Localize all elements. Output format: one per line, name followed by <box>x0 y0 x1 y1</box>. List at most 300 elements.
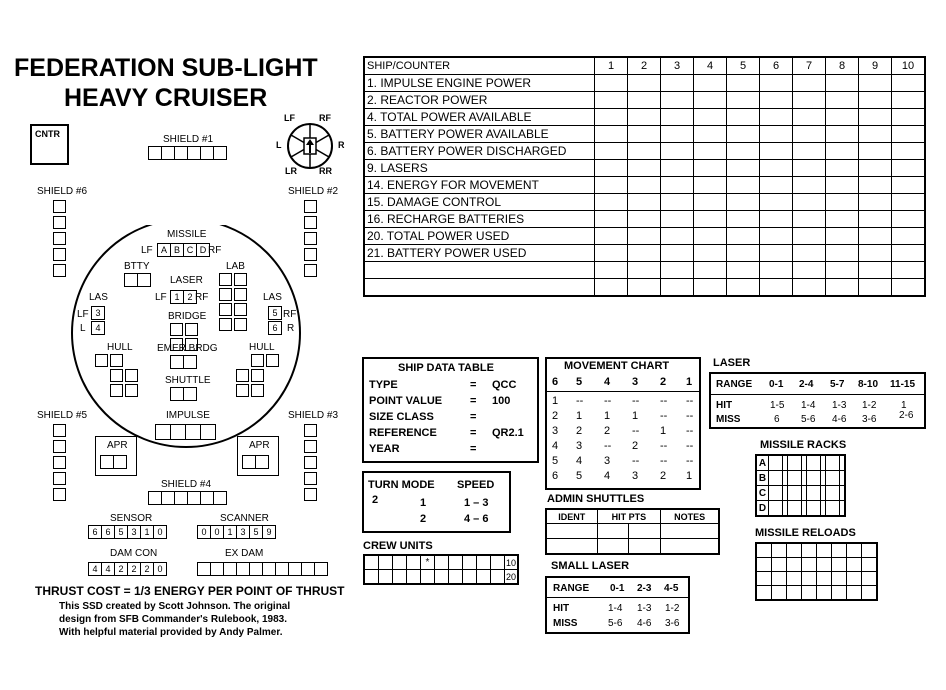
energy-cell[interactable] <box>661 228 694 245</box>
energy-cell[interactable] <box>694 126 727 143</box>
energy-col-header: 8 <box>826 57 859 75</box>
emer-brdg-boxes[interactable] <box>170 355 196 369</box>
energy-cell[interactable] <box>661 75 694 92</box>
energy-cell[interactable] <box>595 75 628 92</box>
reload-cell[interactable] <box>832 572 847 586</box>
energy-cell[interactable] <box>859 160 892 177</box>
apr-right-box <box>237 436 279 476</box>
energy-cell[interactable] <box>628 160 661 177</box>
energy-cell[interactable] <box>859 109 892 126</box>
laser-label: LASER <box>170 275 203 286</box>
las-right-rf: RF <box>283 309 297 320</box>
ship-data-eq: = <box>470 411 477 423</box>
hull-right-label: HULL <box>249 342 275 353</box>
energy-cell[interactable] <box>892 109 926 126</box>
crew-box[interactable]: * <box>421 555 435 570</box>
energy-cell[interactable] <box>727 279 760 297</box>
movement-cell: 4 <box>576 455 583 467</box>
energy-cell[interactable] <box>793 228 826 245</box>
laser-table-title: LASER <box>713 357 751 369</box>
energy-cell[interactable] <box>628 75 661 92</box>
rack-cell[interactable] <box>788 471 802 486</box>
energy-cell[interactable] <box>628 245 661 262</box>
energy-row-label: 20. TOTAL POWER USED <box>364 228 595 245</box>
energy-cell[interactable] <box>595 109 628 126</box>
reload-cell[interactable] <box>756 558 772 572</box>
movement-cell: -- <box>632 395 640 407</box>
crew-box[interactable] <box>393 555 407 570</box>
energy-cell[interactable] <box>760 160 793 177</box>
reload-cell[interactable] <box>787 572 802 586</box>
reload-cell[interactable] <box>787 586 802 601</box>
damcon-track[interactable]: 4 4 2 2 2 0 <box>88 562 166 576</box>
movement-cell: -- <box>660 395 668 407</box>
energy-cell[interactable] <box>694 75 727 92</box>
energy-cell[interactable] <box>826 194 859 211</box>
energy-cell[interactable] <box>727 92 760 109</box>
energy-cell[interactable] <box>595 177 628 194</box>
energy-cell[interactable] <box>595 245 628 262</box>
energy-cell[interactable] <box>760 126 793 143</box>
energy-cell[interactable] <box>595 211 628 228</box>
reload-cell[interactable] <box>787 558 802 572</box>
reload-cell[interactable] <box>832 543 847 558</box>
movement-cell: 2 <box>660 470 667 482</box>
reload-cell[interactable] <box>772 558 787 572</box>
energy-cell[interactable] <box>694 177 727 194</box>
rack-cell[interactable] <box>769 486 783 501</box>
energy-cell[interactable] <box>760 109 793 126</box>
reload-cell[interactable] <box>847 558 862 572</box>
rack-cell[interactable] <box>807 455 821 471</box>
energy-cell[interactable] <box>628 262 661 279</box>
turn-mode-header: TURN MODE <box>368 479 435 491</box>
energy-cell[interactable] <box>892 92 926 109</box>
compass-rf: RF <box>319 113 331 123</box>
energy-cell[interactable] <box>661 143 694 160</box>
energy-cell[interactable] <box>892 262 926 279</box>
energy-cell[interactable] <box>826 92 859 109</box>
reload-cell[interactable] <box>756 572 772 586</box>
energy-cell[interactable] <box>826 279 859 297</box>
energy-cell[interactable] <box>661 262 694 279</box>
ship-data-label: TYPE <box>369 379 398 391</box>
movement-cell: 3 <box>632 470 639 482</box>
energy-cell[interactable] <box>595 143 628 160</box>
reload-cell[interactable] <box>772 543 787 558</box>
energy-cell[interactable] <box>727 211 760 228</box>
energy-cell[interactable] <box>727 245 760 262</box>
crew-box[interactable] <box>407 570 421 585</box>
energy-row-label: 5. BATTERY POWER AVAILABLE <box>364 126 595 143</box>
energy-cell[interactable] <box>859 194 892 211</box>
las-left-boxes[interactable]: 3 4 <box>91 306 104 335</box>
turn-mode-speed-2: 2 <box>420 513 427 525</box>
apr-right-box-1[interactable] <box>242 455 256 469</box>
energy-cell[interactable] <box>694 109 727 126</box>
admin-cell[interactable] <box>546 524 597 539</box>
energy-cell[interactable] <box>760 143 793 160</box>
rack-cell[interactable] <box>826 455 840 471</box>
energy-cell[interactable] <box>595 228 628 245</box>
crew-box[interactable] <box>435 570 449 585</box>
energy-cell[interactable] <box>760 228 793 245</box>
las-right-r: R <box>287 323 295 334</box>
energy-cell[interactable] <box>859 245 892 262</box>
apr-left-box-2[interactable] <box>113 455 127 469</box>
energy-cell[interactable] <box>595 194 628 211</box>
admin-cell[interactable] <box>629 524 661 539</box>
rack-cell[interactable] <box>788 455 802 471</box>
crew-box[interactable] <box>491 570 505 585</box>
energy-cell[interactable] <box>892 126 926 143</box>
rack-cell[interactable] <box>769 455 783 471</box>
apr-left-box-1[interactable] <box>100 455 114 469</box>
energy-cell[interactable] <box>694 211 727 228</box>
energy-cell[interactable] <box>793 245 826 262</box>
rack-label: D <box>756 501 769 517</box>
rack-cell[interactable] <box>840 471 846 486</box>
small-laser-col-3: 4-5 <box>664 583 679 594</box>
movement-cell: 2 <box>576 425 583 437</box>
reload-cell[interactable] <box>802 572 817 586</box>
energy-cell[interactable] <box>694 143 727 160</box>
energy-cell[interactable] <box>859 262 892 279</box>
energy-cell[interactable] <box>727 109 760 126</box>
energy-cell[interactable] <box>826 75 859 92</box>
energy-cell[interactable] <box>859 92 892 109</box>
energy-cell[interactable] <box>661 92 694 109</box>
energy-cell[interactable] <box>826 228 859 245</box>
energy-cell[interactable] <box>694 160 727 177</box>
shield-1-boxes[interactable] <box>148 146 226 160</box>
energy-cell[interactable] <box>694 245 727 262</box>
movement-cell: -- <box>604 395 612 407</box>
rack-cell[interactable] <box>769 501 783 517</box>
reload-cell[interactable] <box>832 586 847 601</box>
turn-mode-value: 2 <box>372 494 379 506</box>
reload-cell[interactable] <box>756 543 772 558</box>
crew-box[interactable] <box>463 555 477 570</box>
rack-cell[interactable] <box>788 486 802 501</box>
sensor-track[interactable]: 6 6 5 3 1 0 <box>88 525 166 539</box>
energy-cell[interactable] <box>628 109 661 126</box>
energy-cell[interactable] <box>661 279 694 297</box>
shuttle-boxes[interactable] <box>170 387 196 401</box>
admin-cell[interactable] <box>661 539 719 555</box>
rack-cell[interactable] <box>826 471 840 486</box>
energy-cell[interactable] <box>628 126 661 143</box>
energy-cell[interactable] <box>892 279 926 297</box>
ship-data-eq: = <box>470 395 477 407</box>
energy-cell[interactable] <box>760 75 793 92</box>
energy-cell[interactable] <box>727 126 760 143</box>
reload-cell[interactable] <box>817 558 832 572</box>
energy-cell[interactable] <box>892 160 926 177</box>
energy-cell[interactable] <box>760 245 793 262</box>
admin-cell[interactable] <box>661 524 719 539</box>
movement-cell: -- <box>686 410 694 422</box>
rack-cell[interactable] <box>826 501 840 517</box>
energy-cell[interactable] <box>661 126 694 143</box>
reload-cell[interactable] <box>756 586 772 601</box>
reload-cell[interactable] <box>847 543 862 558</box>
energy-cell[interactable] <box>793 126 826 143</box>
energy-cell[interactable] <box>661 245 694 262</box>
laser-miss: MISS <box>716 414 741 425</box>
reload-cell[interactable] <box>862 572 878 586</box>
energy-cell[interactable] <box>793 75 826 92</box>
exdam-track[interactable] <box>197 562 327 576</box>
energy-cell[interactable] <box>760 211 793 228</box>
lab-label: LAB <box>226 261 245 272</box>
scanner-track[interactable]: 0 0 1 3 5 9 <box>197 525 275 539</box>
reload-cell[interactable] <box>787 543 802 558</box>
movement-chart <box>545 357 701 490</box>
small-laser-hit: HIT <box>553 603 570 614</box>
reload-cell[interactable] <box>847 586 862 601</box>
reload-cell[interactable] <box>802 586 817 601</box>
rack-cell[interactable] <box>807 486 821 501</box>
energy-cell[interactable] <box>826 211 859 228</box>
admin-shuttles-table <box>545 508 720 555</box>
energy-cell[interactable] <box>628 177 661 194</box>
shield-4-boxes[interactable] <box>148 491 226 505</box>
rack-cell[interactable] <box>788 501 802 517</box>
reload-cell[interactable] <box>817 586 832 601</box>
crew-box[interactable] <box>477 570 491 585</box>
energy-cell[interactable] <box>595 279 628 297</box>
crew-box[interactable] <box>364 570 379 585</box>
energy-cell[interactable] <box>595 262 628 279</box>
laser-boxes[interactable]: 1 2 <box>170 290 196 304</box>
laser-col-5: 11-15 <box>890 379 916 390</box>
energy-cell[interactable] <box>859 177 892 194</box>
shuttle-label: SHUTTLE <box>165 375 211 386</box>
crew-units-title: CREW UNITS <box>363 540 433 552</box>
energy-cell[interactable] <box>859 75 892 92</box>
energy-cell[interactable] <box>892 177 926 194</box>
admin-cell[interactable] <box>597 539 629 555</box>
energy-cell[interactable] <box>793 177 826 194</box>
reload-cell[interactable] <box>772 572 787 586</box>
energy-cell[interactable] <box>793 109 826 126</box>
energy-cell[interactable] <box>760 177 793 194</box>
crew-box[interactable] <box>449 555 463 570</box>
crew-box[interactable] <box>435 555 449 570</box>
energy-cell[interactable] <box>628 211 661 228</box>
movement-cell: -- <box>660 440 668 452</box>
laser-col-2: 2-4 <box>799 379 814 390</box>
energy-cell[interactable] <box>727 228 760 245</box>
movement-cell: -- <box>686 395 694 407</box>
crew-box[interactable] <box>379 570 393 585</box>
energy-cell[interactable] <box>892 75 926 92</box>
energy-row-label <box>364 279 595 297</box>
rack-cell[interactable] <box>807 501 821 517</box>
laser-col-3: 5-7 <box>830 379 845 390</box>
energy-cell[interactable] <box>727 194 760 211</box>
movement-cell: -- <box>632 425 640 437</box>
energy-cell[interactable] <box>859 279 892 297</box>
reload-cell[interactable] <box>817 543 832 558</box>
admin-cell[interactable] <box>629 539 661 555</box>
energy-cell[interactable] <box>661 177 694 194</box>
small-laser-miss: MISS <box>553 618 578 629</box>
energy-cell[interactable] <box>793 194 826 211</box>
energy-cell[interactable] <box>859 143 892 160</box>
energy-cell[interactable] <box>892 211 926 228</box>
small-laser-col-2: 2-3 <box>637 583 652 594</box>
energy-cell[interactable] <box>694 228 727 245</box>
crew-box[interactable] <box>477 555 491 570</box>
admin-col-hitpts: HIT PTS <box>597 509 661 524</box>
energy-cell[interactable] <box>793 279 826 297</box>
crew-box[interactable] <box>421 570 435 585</box>
laser-miss-2: 5-6 <box>801 414 816 425</box>
reload-cell[interactable] <box>862 543 878 558</box>
rack-cell[interactable] <box>807 471 821 486</box>
apr-right-box-2[interactable] <box>255 455 269 469</box>
movement-chart-title: MOVEMENT CHART <box>564 360 670 372</box>
energy-cell[interactable] <box>628 279 661 297</box>
energy-cell[interactable] <box>727 75 760 92</box>
energy-cell[interactable] <box>661 194 694 211</box>
energy-cell[interactable] <box>793 211 826 228</box>
energy-cell[interactable] <box>859 126 892 143</box>
laser-miss-1: 6 <box>774 414 780 425</box>
laser-rf: RF <box>195 292 209 303</box>
energy-cell[interactable] <box>694 262 727 279</box>
energy-cell[interactable] <box>826 160 859 177</box>
laser-hit-1: 1-5 <box>770 400 785 411</box>
admin-cell[interactable] <box>597 524 629 539</box>
las-right-label: LAS <box>263 292 282 303</box>
reload-cell[interactable] <box>802 543 817 558</box>
reload-cell[interactable] <box>862 558 878 572</box>
energy-cell[interactable] <box>892 245 926 262</box>
energy-cell[interactable] <box>760 262 793 279</box>
energy-cell[interactable] <box>694 194 727 211</box>
reload-cell[interactable] <box>802 558 817 572</box>
reload-cell[interactable] <box>772 586 787 601</box>
energy-cell[interactable] <box>760 279 793 297</box>
energy-cell[interactable] <box>793 160 826 177</box>
energy-cell[interactable] <box>892 143 926 160</box>
crew-box[interactable] <box>364 555 379 570</box>
movement-cell: -- <box>576 395 584 407</box>
missile-reloads-grid[interactable] <box>755 542 878 601</box>
rack-label: B <box>756 471 769 486</box>
shield-3-label: SHIELD #3 <box>288 410 339 421</box>
crew-box[interactable] <box>379 555 393 570</box>
energy-cell[interactable] <box>826 262 859 279</box>
energy-header: SHIP/COUNTER <box>364 57 595 75</box>
energy-cell[interactable] <box>595 92 628 109</box>
missile-racks-grid[interactable] <box>755 454 846 517</box>
energy-cell[interactable] <box>694 279 727 297</box>
las-right-boxes[interactable]: 5 6 <box>268 306 281 335</box>
energy-cell[interactable] <box>727 177 760 194</box>
energy-cell[interactable] <box>793 262 826 279</box>
crew-box[interactable] <box>449 570 463 585</box>
energy-cell[interactable] <box>727 160 760 177</box>
reload-cell[interactable] <box>817 572 832 586</box>
ship-data-value: 100 <box>492 395 511 407</box>
energy-cell[interactable] <box>628 92 661 109</box>
energy-cell[interactable] <box>892 228 926 245</box>
energy-cell[interactable] <box>826 143 859 160</box>
energy-cell[interactable] <box>628 228 661 245</box>
energy-cell[interactable] <box>793 143 826 160</box>
missile-racks-title: MISSILE RACKS <box>760 439 847 451</box>
missile-reloads-title: MISSILE RELOADS <box>755 527 856 539</box>
missile-boxes[interactable]: A B C D <box>157 243 209 257</box>
energy-cell[interactable] <box>760 194 793 211</box>
reload-cell[interactable] <box>832 558 847 572</box>
energy-cell[interactable] <box>661 160 694 177</box>
crew-units-grid[interactable] <box>363 554 519 585</box>
movement-cell: 2 <box>632 440 639 452</box>
energy-cell[interactable] <box>760 92 793 109</box>
movement-cell: 2 <box>552 410 559 422</box>
energy-cell[interactable] <box>859 211 892 228</box>
energy-cell[interactable] <box>595 160 628 177</box>
movement-cell: 4 <box>552 440 559 452</box>
rack-cell[interactable] <box>769 471 783 486</box>
rack-cell[interactable] <box>840 455 846 471</box>
rack-cell[interactable] <box>826 486 840 501</box>
energy-row-label: 15. DAMAGE CONTROL <box>364 194 595 211</box>
energy-cell[interactable] <box>826 177 859 194</box>
admin-cell[interactable] <box>546 539 597 555</box>
rack-cell[interactable] <box>840 501 846 517</box>
energy-cell[interactable] <box>727 143 760 160</box>
energy-cell[interactable] <box>859 228 892 245</box>
movement-cell: 4 <box>604 470 611 482</box>
energy-row-label: 9. LASERS <box>364 160 595 177</box>
crew-box[interactable] <box>491 555 505 570</box>
energy-cell[interactable] <box>661 211 694 228</box>
movement-cell: -- <box>660 410 668 422</box>
energy-cell[interactable] <box>793 92 826 109</box>
energy-cell[interactable] <box>826 109 859 126</box>
crew-box[interactable] <box>407 555 421 570</box>
energy-cell[interactable] <box>694 92 727 109</box>
reload-cell[interactable] <box>862 586 878 601</box>
crew-box[interactable] <box>463 570 477 585</box>
energy-cell[interactable] <box>628 143 661 160</box>
crew-count-10: 10 <box>505 555 519 570</box>
movement-cell: 1 <box>552 395 559 407</box>
energy-cell[interactable] <box>595 126 628 143</box>
cntr-box <box>30 124 69 165</box>
btty-boxes[interactable] <box>124 273 150 287</box>
impulse-boxes[interactable] <box>155 424 215 440</box>
energy-cell[interactable] <box>826 126 859 143</box>
compass-lf: LF <box>284 113 295 123</box>
reload-cell[interactable] <box>847 572 862 586</box>
energy-cell[interactable] <box>892 194 926 211</box>
energy-cell[interactable] <box>628 194 661 211</box>
rack-cell[interactable] <box>840 486 846 501</box>
energy-cell[interactable] <box>661 109 694 126</box>
energy-row-label: 1. IMPULSE ENGINE POWER <box>364 75 595 92</box>
energy-cell[interactable] <box>727 262 760 279</box>
small-laser-miss-3: 3-6 <box>665 618 680 629</box>
energy-cell[interactable] <box>826 245 859 262</box>
crew-box[interactable] <box>393 570 407 585</box>
